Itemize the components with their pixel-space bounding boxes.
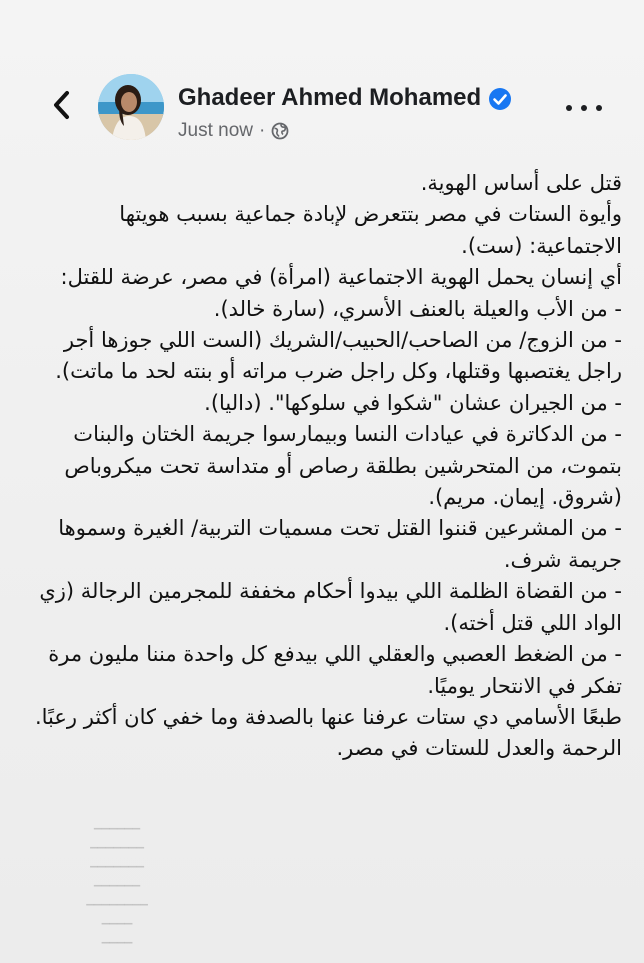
post-timestamp[interactable]: Just now bbox=[178, 120, 253, 141]
post-meta bbox=[178, 120, 289, 142]
avatar[interactable] bbox=[98, 74, 164, 140]
post-paragraph: - من الدكاترة في عيادات النسا وبيمارسوا جريمة الختان والبنات بتموت، من المتحرشين بطلقة رصاص أو متداسة تحت ميكروباص (شروق. إيمان. مريم). bbox=[64, 422, 622, 510]
post-paragraph: طبعًا الأسامي دي ستات عرفنا عنها بالصدفة وما خفي كان أكثر رعبًا. bbox=[34, 704, 622, 729]
watermark-line: ▁▁▁▁▁▁ bbox=[93, 819, 141, 830]
watermark-line: ▁▁▁▁ bbox=[101, 933, 133, 944]
post-paragraph: - من الجيران عشان "شكوا في سلوكها". (داليا). bbox=[204, 390, 622, 415]
watermark-line: ▁▁▁▁ bbox=[101, 914, 133, 925]
author-name[interactable]: Ghadeer Ahmed Mohamed bbox=[178, 84, 482, 111]
meta-separator: · bbox=[258, 120, 266, 141]
back-button[interactable] bbox=[44, 86, 78, 124]
post-paragraph: أي إنسان يحمل الهوية الاجتماعية (امرأة) في مصر، عرضة للقتل: bbox=[60, 265, 622, 290]
post-paragraph: - من المشرعين قننوا القتل تحت مسميات التربية/ الغيرة وسموها جريمة شرف. bbox=[58, 516, 622, 572]
globe-icon[interactable] bbox=[271, 122, 289, 140]
faded-watermark bbox=[52, 815, 182, 948]
post-text bbox=[28, 168, 622, 765]
watermark-line: ▁▁▁▁▁▁▁ bbox=[90, 857, 144, 868]
verified-badge-icon bbox=[488, 87, 512, 111]
post-paragraph: قتل على أساس الهوية. bbox=[420, 171, 622, 195]
more-options-icon bbox=[566, 105, 572, 111]
post-paragraph: وأيوة الستات في مصر بتتعرض لإبادة جماعية بسبب هويتها الاجتماعية: (ست). bbox=[119, 202, 622, 258]
avatar-photo bbox=[98, 74, 164, 140]
post-paragraph: - من الزوج/ من الصاحب/الحبيب/الشريك (الست اللي جوزها أجر راجل يغتصبها وقتلها، وكل راجل ضرب مراته أو بنته لحد ما ماتت). bbox=[55, 328, 622, 384]
post-paragraph: الرحمة والعدل للستات في مصر. bbox=[336, 736, 622, 761]
watermark-line: ▁▁▁▁▁▁ bbox=[93, 876, 141, 887]
post-paragraph: - من الضغط العصبي والعقلي اللي بيدفع كل واحدة مننا مليون مرة تفكر في الانتحار يوميًا. bbox=[48, 642, 622, 698]
post-paragraph: - من القضاة الظلمة اللي بيدوا أحكام مخففة للمجرمين الرجالة (زي الواد اللي قتل أخته). bbox=[39, 579, 622, 635]
chevron-left-icon bbox=[51, 90, 71, 120]
post-header bbox=[0, 62, 644, 162]
watermark-line: ▁▁▁▁▁▁▁ bbox=[90, 838, 144, 849]
more-options-dot bbox=[581, 105, 587, 111]
more-options-button[interactable] bbox=[566, 100, 602, 116]
watermark-line: ▁▁▁▁▁▁▁▁ bbox=[86, 895, 148, 906]
post-paragraph: - من الأب والعيلة بالعنف الأسري، (سارة خالد). bbox=[213, 296, 622, 321]
more-options-dot bbox=[596, 105, 602, 111]
